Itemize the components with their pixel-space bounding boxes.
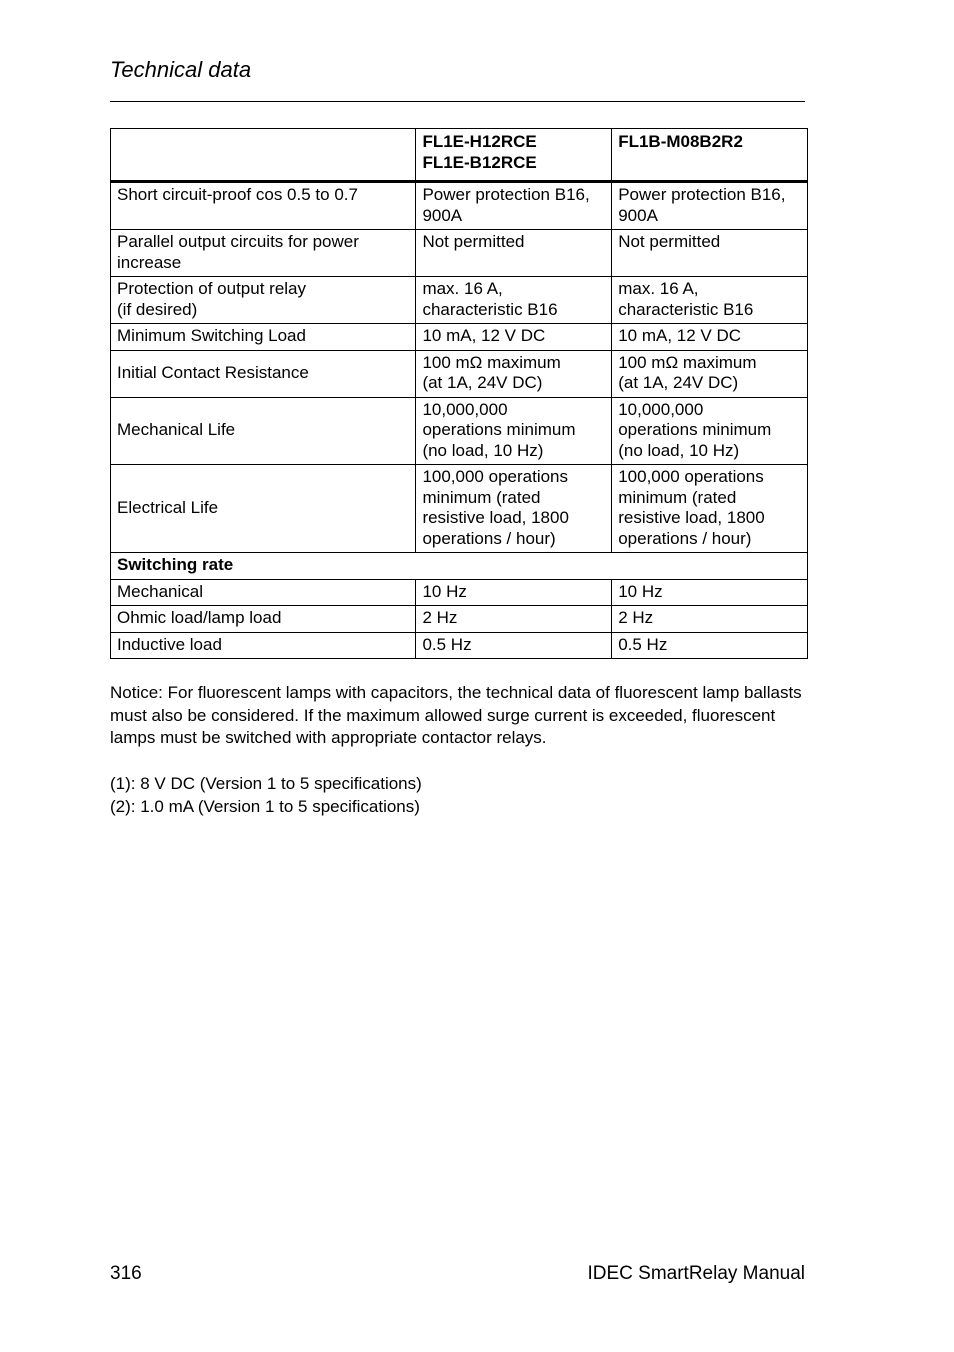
row-value-fl1b: 10 mA, 12 V DC [612,324,808,351]
row-label: Electrical Life [111,465,416,553]
row-value-fl1e: 100,000 operations minimum (rated resistive load, 1800 operations / hour) [416,465,612,553]
row-value-fl1b: max. 16 A, characteristic B16 [612,277,808,324]
row-value-fl1e: 10 Hz [416,579,612,606]
row-value-fl1e: 10 mA, 12 V DC [416,324,612,351]
footnote-1: (1): 8 V DC (Version 1 to 5 specifications) [110,774,422,794]
row-value-fl1e: 100 mΩ maximum (at 1A, 24V DC) [416,350,612,397]
row-value-fl1e: max. 16 A, characteristic B16 [416,277,612,324]
table-row [111,324,808,351]
row-value-fl1b: 0.5 Hz [612,632,808,659]
table-row [111,277,808,324]
table-header-row [111,129,808,182]
table-row [111,397,808,465]
row-value-fl1b: Not permitted [612,230,808,277]
table-row [111,632,808,659]
header-cell-fl1e [416,129,612,182]
row-label: Minimum Switching Load [111,324,416,351]
page-title: Technical data [110,57,252,82]
header-cell-fl1b: FL1B-M08B2R2 [612,129,808,182]
manual-title: IDEC SmartRelay Manual [587,1263,805,1284]
row-label: Protection of output relay (if desired) [111,277,416,324]
row-label: Short circuit-proof cos 0.5 to 0.7 [111,182,416,230]
row-label: Initial Contact Resistance [111,350,416,397]
table-row [111,230,808,277]
row-value-fl1b: 10,000,000 operations minimum (no load, 10 Hz) [612,397,808,465]
row-value-fl1e: 10,000,000 operations minimum (no load, 10 Hz) [416,397,612,465]
page-number: 316 [110,1263,142,1284]
section-title: Switching rate [111,553,808,580]
row-label: Parallel output circuits for power increase [111,230,416,277]
row-value-fl1b: 100 mΩ maximum (at 1A, 24V DC) [612,350,808,397]
row-label: Inductive load [111,632,416,659]
row-value-fl1e: 2 Hz [416,606,612,633]
row-value-fl1e: Not permitted [416,230,612,277]
row-value-fl1e: 0.5 Hz [416,632,612,659]
technical-data-table [110,128,808,659]
row-label: Mechanical Life [111,397,416,465]
header-fl1e-h12rce: FL1E-H12RCE FL1E-B12RCE [422,132,537,172]
table-row [111,182,808,230]
section-header-row [111,553,808,580]
row-value-fl1b: Power protection B16, 900A [612,182,808,230]
notice-text: Notice: For fluorescent lamps with capacitors, the technical data of fluorescent lamp ballasts must also be considered. If the maximum allowed surge current is exceeded, fluorescent lamps must be switched with appropriate contactor relays. [110,683,802,748]
row-value-fl1b: 100,000 operations minimum (rated resistive load, 1800 operations / hour) [612,465,808,553]
header-cell-empty [111,129,416,182]
row-value-fl1b: 10 Hz [612,579,808,606]
row-value-fl1b: 2 Hz [612,606,808,633]
table-row [111,465,808,553]
spacer [110,750,810,773]
row-value-fl1e: Power protection B16, 900A [416,182,612,230]
table-row [111,350,808,397]
table-row [111,606,808,633]
row-label: Mechanical [111,579,416,606]
table-row [111,579,808,606]
row-label: Ohmic load/lamp load [111,606,416,633]
header-divider [110,101,805,102]
notes-block [110,682,810,819]
footnote-2: (2): 1.0 mA (Version 1 to 5 specifications) [110,796,420,816]
